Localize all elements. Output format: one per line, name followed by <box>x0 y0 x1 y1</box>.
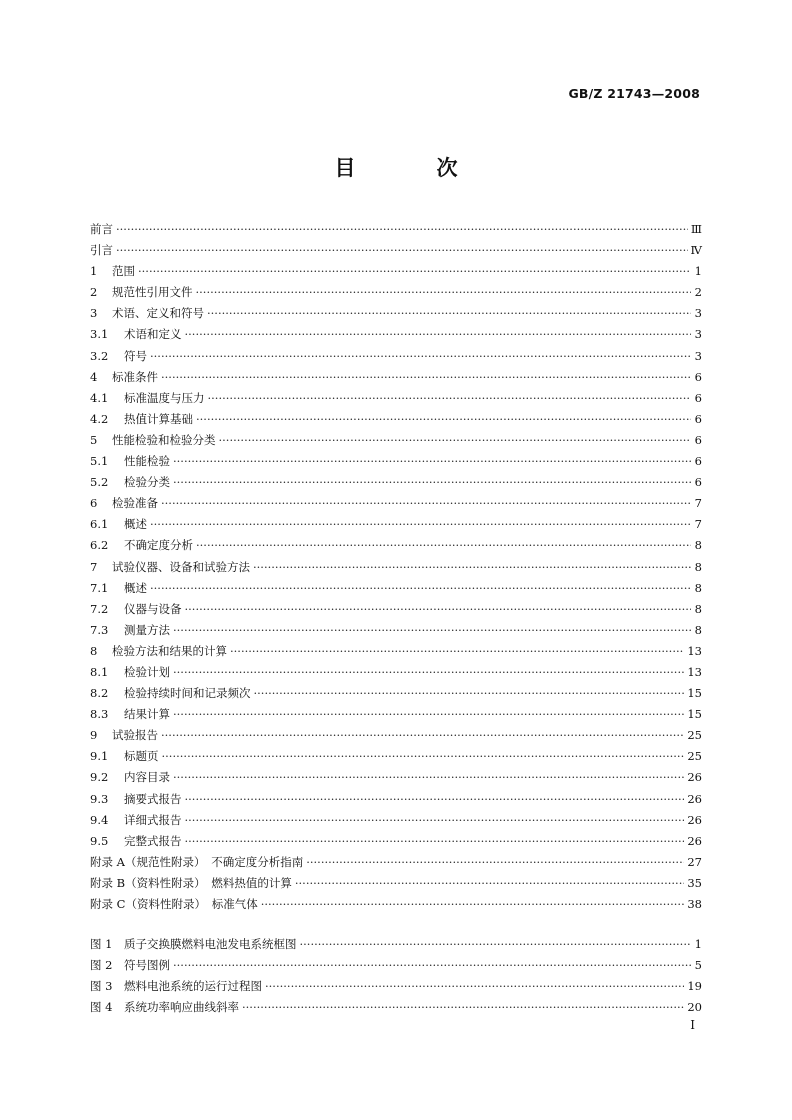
section-number: 2 <box>90 285 98 300</box>
section-title: 试验报告 <box>112 728 158 743</box>
page-number: Ⅰ <box>690 1018 695 1032</box>
section-title: 检验分类 <box>124 475 170 490</box>
page-ref: 8 <box>694 601 702 616</box>
section-number: 6.1 <box>90 517 109 532</box>
toc-entry-label <box>90 934 296 955</box>
toc-entry-label <box>90 789 182 810</box>
dot-leader <box>150 578 691 599</box>
toc-entry-label <box>90 346 147 367</box>
page-ref: Ⅲ <box>690 222 702 236</box>
dot-leader <box>208 388 692 409</box>
page-ref: 15 <box>687 707 702 722</box>
toc-entry-label <box>90 683 251 704</box>
page-ref: 27 <box>687 854 702 869</box>
dot-leader <box>161 367 691 388</box>
toc-entry[interactable] <box>90 535 702 556</box>
section-title: 热值计算基础 <box>124 411 193 426</box>
toc-entry-label <box>90 704 170 725</box>
toc-entry-label <box>90 852 303 873</box>
toc-entry[interactable] <box>90 240 702 261</box>
toc-entry[interactable] <box>90 451 702 472</box>
page-ref: 38 <box>687 897 702 911</box>
section-title: 检验持续时间和记录频次 <box>124 686 251 701</box>
toc-entry[interactable] <box>90 303 702 324</box>
section-number: 8.2 <box>90 686 109 701</box>
section-title: 仪器与设备 <box>124 601 182 616</box>
toc-entry[interactable] <box>90 219 702 240</box>
page-ref: 15 <box>687 686 702 701</box>
toc-entry-label <box>90 324 182 345</box>
section-number: 8.1 <box>90 664 109 679</box>
section-number: 3.1 <box>90 327 109 342</box>
section-title: 图 4 系统功率响应曲线斜率 <box>90 1000 239 1015</box>
dot-leader <box>261 894 685 915</box>
dot-leader <box>161 493 691 514</box>
section-title: 术语和定义 <box>124 327 182 342</box>
page-ref: 6 <box>694 432 702 447</box>
section-title: 标题页 <box>124 749 159 764</box>
toc-entry[interactable] <box>90 493 702 514</box>
toc-entry[interactable] <box>90 934 702 955</box>
toc-entry[interactable] <box>90 324 702 345</box>
section-title: 检验准备 <box>112 496 158 511</box>
dot-leader <box>185 324 692 345</box>
toc-entry[interactable] <box>90 725 702 746</box>
section-number: 3.2 <box>90 348 109 363</box>
dot-leader <box>230 641 684 662</box>
dot-leader <box>196 535 691 556</box>
section-number: 9.1 <box>90 749 109 764</box>
section-title: 详细式报告 <box>124 812 182 827</box>
toc-entry[interactable] <box>90 346 702 367</box>
dot-leader <box>185 810 685 831</box>
dot-leader <box>173 620 691 641</box>
toc-entry-label <box>90 578 147 599</box>
toc-entry-label <box>90 810 182 831</box>
dot-leader <box>173 662 684 683</box>
toc-entry[interactable] <box>90 955 702 976</box>
section-title: 结果计算 <box>124 707 170 722</box>
section-number: 9.4 <box>90 812 109 827</box>
page-ref: 8 <box>694 538 702 553</box>
toc-entry[interactable] <box>90 620 702 641</box>
toc-entry-label <box>90 514 147 535</box>
toc-entry-label <box>90 493 158 514</box>
dot-leader <box>265 976 684 997</box>
section-title: 引言 <box>90 243 113 258</box>
section-number: 8 <box>90 643 98 658</box>
toc-entry[interactable] <box>90 367 702 388</box>
page-ref: 25 <box>687 728 702 743</box>
section-number: 6.2 <box>90 538 109 553</box>
section-title: 性能检验 <box>124 454 170 469</box>
section-title: 范围 <box>112 264 135 279</box>
toc-entry-label <box>90 997 239 1018</box>
toc-entry[interactable] <box>90 662 702 683</box>
section-number: 7 <box>90 559 98 574</box>
toc-entry-label <box>90 620 170 641</box>
page-ref: 3 <box>694 348 702 363</box>
page-ref: 13 <box>687 664 702 679</box>
toc-entry-label <box>90 641 227 662</box>
section-number: 5.1 <box>90 454 109 469</box>
toc-entry-label <box>90 894 258 915</box>
dot-leader <box>185 831 685 852</box>
toc-entry-label <box>90 282 193 303</box>
section-title: 图 3 燃料电池系统的运行过程图 <box>90 979 262 994</box>
page-ref: 1 <box>694 937 702 951</box>
toc-entry-label <box>90 409 193 430</box>
section-title: 不确定度分析 <box>124 538 193 553</box>
dot-leader <box>173 704 684 725</box>
toc-entry-label <box>90 451 170 472</box>
section-title: 概述 <box>124 580 147 595</box>
standard-code: GB/Z 21743—2008 <box>568 86 700 101</box>
section-title: 检验方法和结果的计算 <box>112 643 227 658</box>
toc-entry[interactable] <box>90 997 702 1018</box>
page-ref: 13 <box>687 643 702 658</box>
section-title: 摘要式报告 <box>124 791 182 806</box>
toc-entry-label <box>90 367 158 388</box>
toc-entry[interactable] <box>90 746 702 767</box>
page-ref: 1 <box>694 264 702 279</box>
dot-leader <box>253 557 691 578</box>
page-ref: 19 <box>687 979 702 994</box>
page-ref: 8 <box>694 580 702 595</box>
toc-entry-label <box>90 557 250 578</box>
page-ref: 3 <box>694 327 702 342</box>
page-ref: 2 <box>694 285 702 300</box>
dot-leader <box>295 873 685 894</box>
toc-entry[interactable] <box>90 810 702 831</box>
dot-leader <box>173 451 691 472</box>
toc-entry[interactable] <box>90 852 702 873</box>
page-ref: 25 <box>687 749 702 764</box>
page-ref: 7 <box>694 517 702 532</box>
section-number: 1 <box>90 264 98 279</box>
toc-entry[interactable] <box>90 976 702 997</box>
section-title: 概述 <box>124 517 147 532</box>
toc-entry[interactable] <box>90 894 702 915</box>
section-title: 测量方法 <box>124 622 170 637</box>
toc-entry[interactable] <box>90 599 702 620</box>
section-title: 附录 C（资料性附录） 标准气体 <box>90 897 258 911</box>
toc-entry[interactable] <box>90 767 702 788</box>
toc-entry-label <box>90 303 204 324</box>
section-title: 符号 <box>124 348 147 363</box>
section-number: 9.5 <box>90 833 109 848</box>
dot-leader <box>185 599 692 620</box>
toc-entry-label <box>90 976 262 997</box>
section-title: 标准温度与压力 <box>124 390 205 405</box>
toc-entry-label <box>90 472 170 493</box>
toc-entry[interactable] <box>90 282 702 303</box>
dot-leader <box>254 683 685 704</box>
dot-leader <box>150 514 691 535</box>
dot-leader <box>299 934 691 955</box>
section-number: 4 <box>90 369 98 384</box>
toc-entry[interactable] <box>90 789 702 810</box>
toc-entry[interactable] <box>90 409 702 430</box>
toc-entry[interactable] <box>90 873 702 894</box>
section-title: 检验计划 <box>124 664 170 679</box>
section-number: 9.2 <box>90 770 109 785</box>
table-of-contents <box>90 219 702 915</box>
toc-entry-label <box>90 662 170 683</box>
section-number: 6 <box>90 496 98 511</box>
section-title: 性能检验和检验分类 <box>112 432 216 447</box>
section-number: 4.1 <box>90 390 109 405</box>
section-title: 前言 <box>90 222 113 236</box>
page-ref: 6 <box>694 390 702 405</box>
toc-entry[interactable] <box>90 578 702 599</box>
section-title: 规范性引用文件 <box>112 285 193 300</box>
page-ref: 35 <box>687 875 702 890</box>
dot-leader <box>242 997 684 1018</box>
toc-entry[interactable] <box>90 261 702 282</box>
page-ref: Ⅳ <box>690 243 702 258</box>
page-ref: 26 <box>687 770 702 785</box>
section-number: 8.3 <box>90 707 109 722</box>
toc-entry[interactable] <box>90 430 702 451</box>
page-ref: 7 <box>694 496 702 511</box>
dot-leader <box>306 852 684 873</box>
section-number: 7.3 <box>90 622 109 637</box>
section-number: 5.2 <box>90 475 109 490</box>
section-number: 7.2 <box>90 601 109 616</box>
toc-entry-label <box>90 430 216 451</box>
toc-entry-label <box>90 955 170 976</box>
toc-entry-label <box>90 219 113 240</box>
dot-leader <box>173 767 684 788</box>
dot-leader <box>138 261 691 282</box>
toc-entry[interactable] <box>90 388 702 409</box>
page-ref: 8 <box>694 622 702 637</box>
toc-entry[interactable] <box>90 557 702 578</box>
toc-entry-label <box>90 261 135 282</box>
section-title: 附录 B（资料性附录） 燃料热值的计算 <box>90 875 292 890</box>
dot-leader <box>173 472 691 493</box>
toc-entry[interactable] <box>90 514 702 535</box>
toc-entry[interactable] <box>90 831 702 852</box>
dot-leader <box>185 789 685 810</box>
toc-entry-label <box>90 725 158 746</box>
page-ref: 26 <box>687 791 702 806</box>
toc-entry-label <box>90 767 170 788</box>
page-ref: 5 <box>694 958 702 973</box>
section-number: 4.2 <box>90 411 109 426</box>
dot-leader <box>207 303 691 324</box>
section-title: 完整式报告 <box>124 833 182 848</box>
dot-leader <box>173 955 691 976</box>
toc-entry-label <box>90 873 292 894</box>
list-of-figures <box>90 934 702 1018</box>
page-ref: 20 <box>687 1000 702 1015</box>
section-title: 内容目录 <box>124 770 170 785</box>
page-ref: 3 <box>694 306 702 321</box>
dot-leader <box>161 725 684 746</box>
toc-entry[interactable] <box>90 472 702 493</box>
page-ref: 26 <box>687 812 702 827</box>
page-title: 目 次 <box>334 156 488 180</box>
toc-entry-label <box>90 599 182 620</box>
page-ref: 6 <box>694 454 702 469</box>
page-ref: 6 <box>694 411 702 426</box>
toc-entry-label <box>90 388 205 409</box>
section-number: 5 <box>90 432 98 447</box>
section-number: 7.1 <box>90 580 109 595</box>
toc-entry-label <box>90 746 159 767</box>
dot-leader <box>196 409 691 430</box>
section-title: 图 2 符号图例 <box>90 958 170 973</box>
dot-leader <box>196 282 692 303</box>
dot-leader <box>162 746 685 767</box>
section-number: 9.3 <box>90 791 109 806</box>
toc-entry-label <box>90 831 182 852</box>
dot-leader <box>116 219 688 240</box>
page-ref: 26 <box>687 833 702 848</box>
page-ref: 6 <box>694 369 702 384</box>
section-number: 3 <box>90 306 98 321</box>
dot-leader <box>150 346 691 367</box>
page-ref: 8 <box>694 559 702 574</box>
section-number: 9 <box>90 728 98 743</box>
dot-leader <box>219 430 692 451</box>
toc-entry[interactable] <box>90 704 702 725</box>
toc-entry-label <box>90 240 113 261</box>
section-title: 试验仪器、设备和试验方法 <box>112 559 250 574</box>
page-ref: 6 <box>694 475 702 490</box>
toc-entry[interactable] <box>90 683 702 704</box>
section-title: 附录 A（规范性附录） 不确定度分析指南 <box>90 854 304 869</box>
toc-entry-label <box>90 535 193 556</box>
dot-leader <box>116 240 688 261</box>
toc-entry[interactable] <box>90 641 702 662</box>
section-title: 图 1 质子交换膜燃料电池发电系统框图 <box>90 937 297 951</box>
section-title: 术语、定义和符号 <box>112 306 204 321</box>
section-title: 标准条件 <box>112 369 158 384</box>
